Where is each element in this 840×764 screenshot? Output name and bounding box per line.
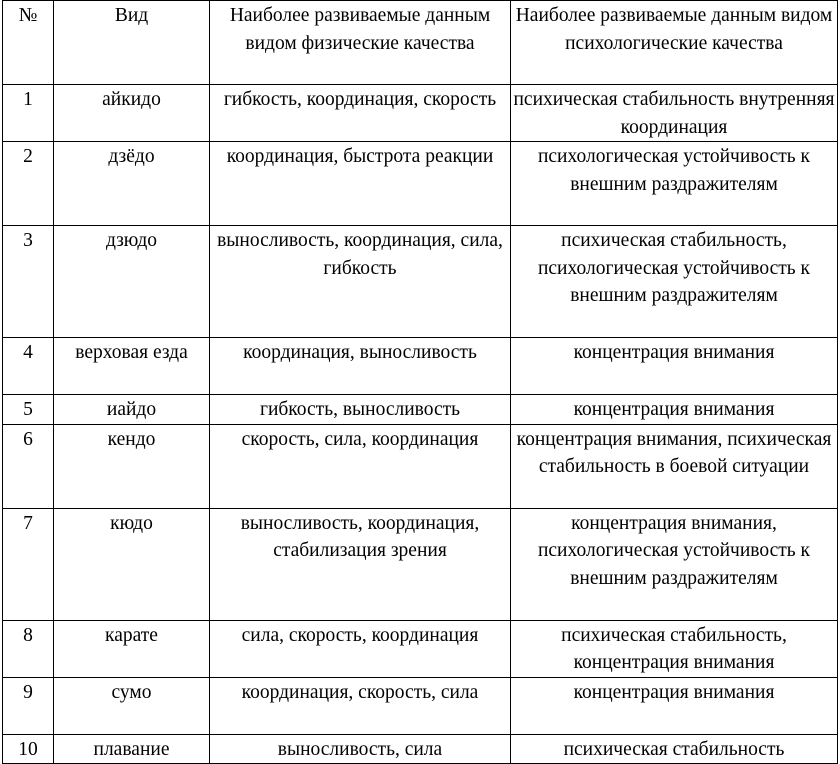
table-row xyxy=(3,620,838,677)
header-psychological: Наиболее развиваемые данным видом психологические качества xyxy=(511,1,838,85)
row-physical: координация, скорость, сила xyxy=(210,677,511,734)
table-row xyxy=(3,85,838,142)
table-row xyxy=(3,734,838,764)
row-type: иайдо xyxy=(54,395,210,425)
row-physical: координация, быстрота реакции xyxy=(210,142,511,226)
row-psychological: психологическая устойчивость к внешним раздражителям xyxy=(511,142,838,226)
row-type: айкидо xyxy=(54,85,210,142)
row-type: дзюдо xyxy=(54,226,210,338)
row-psychological: психическая стабильность, концентрация внимания xyxy=(511,620,838,677)
row-num: 10 xyxy=(3,734,54,764)
row-type: плавание xyxy=(54,734,210,764)
row-num: 2 xyxy=(3,142,54,226)
row-psychological: психическая стабильность, психологическая устойчивость к внешним раздражителям xyxy=(511,226,838,338)
row-physical: сила, скорость, координация xyxy=(210,620,511,677)
row-type: кюдо xyxy=(54,508,210,620)
table-header-row xyxy=(3,1,838,85)
table-row xyxy=(3,395,838,425)
row-psychological: концентрация внимания xyxy=(511,677,838,734)
row-num: 5 xyxy=(3,395,54,425)
row-num: 1 xyxy=(3,85,54,142)
row-psychological: концентрация внимания xyxy=(511,338,838,395)
row-num: 4 xyxy=(3,338,54,395)
row-type: кендо xyxy=(54,424,210,508)
row-num: 7 xyxy=(3,508,54,620)
table-row xyxy=(3,424,838,508)
row-physical: скорость, сила, координация xyxy=(210,424,511,508)
row-physical: координация, выносливость xyxy=(210,338,511,395)
row-num: 9 xyxy=(3,677,54,734)
row-physical: выносливость, координация, сила, гибкость xyxy=(210,226,511,338)
row-num: 3 xyxy=(3,226,54,338)
table-row xyxy=(3,677,838,734)
table-row xyxy=(3,142,838,226)
row-type: дзёдо xyxy=(54,142,210,226)
row-physical: гибкость, выносливость xyxy=(210,395,511,425)
row-psychological: концентрация внимания, психологическая устойчивость к внешним раздражителям xyxy=(511,508,838,620)
header-type: Вид xyxy=(54,1,210,85)
table-row xyxy=(3,508,838,620)
row-num: 6 xyxy=(3,424,54,508)
header-num: № xyxy=(3,1,54,85)
header-physical: Наиболее развиваемые данным видом физические качества xyxy=(210,1,511,85)
row-psychological: концентрация внимания xyxy=(511,395,838,425)
row-num: 8 xyxy=(3,620,54,677)
row-psychological: психическая стабильность xyxy=(511,734,838,764)
table-row xyxy=(3,338,838,395)
qualities-table xyxy=(2,0,838,764)
row-physical: гибкость, координация, скорость xyxy=(210,85,511,142)
row-type: сумо xyxy=(54,677,210,734)
row-psychological: психическая стабильность внутренняя координация xyxy=(511,85,838,142)
row-physical: выносливость, сила xyxy=(210,734,511,764)
row-physical: выносливость, координация, стабилизация зрения xyxy=(210,508,511,620)
row-type: карате xyxy=(54,620,210,677)
row-type: верховая езда xyxy=(54,338,210,395)
row-psychological: концентрация внимания, психическая стабильность в боевой ситуации xyxy=(511,424,838,508)
table-row xyxy=(3,226,838,338)
